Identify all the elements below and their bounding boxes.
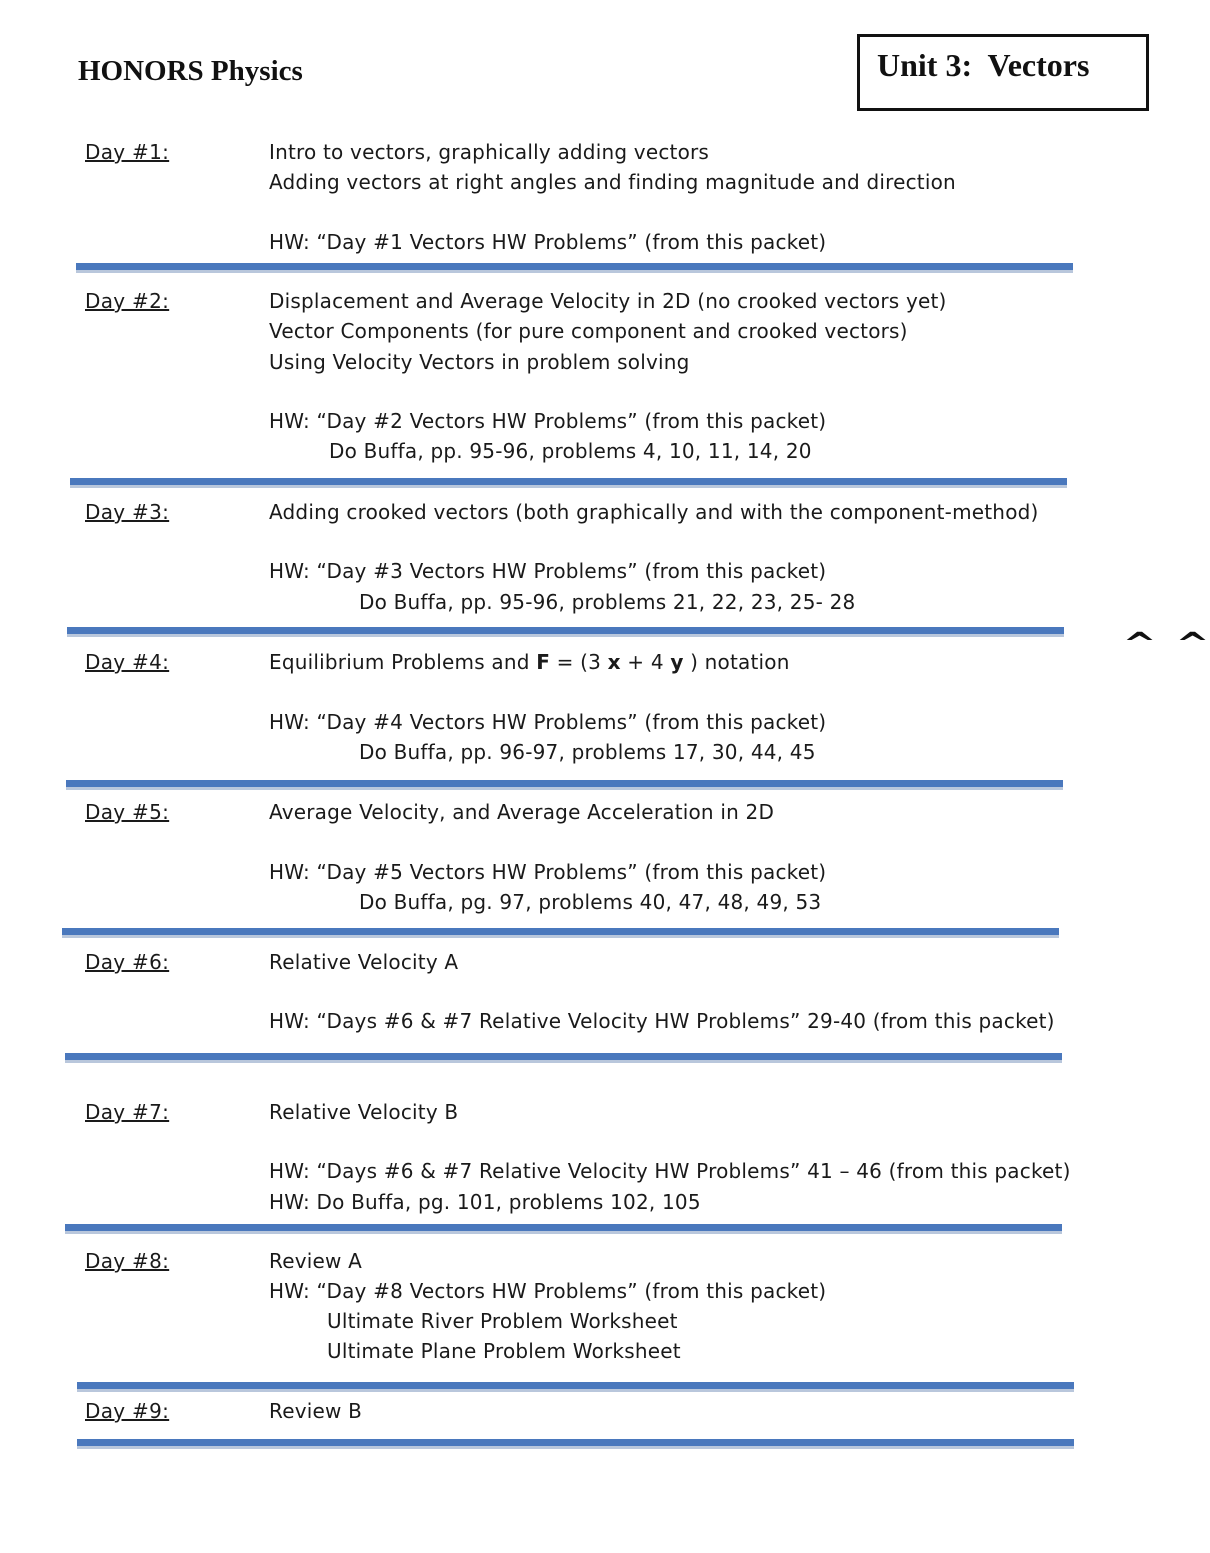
day-label: Day #9: [85, 1399, 170, 1423]
day-topic: Using Velocity Vectors in problem solving [269, 350, 690, 374]
section-divider [67, 627, 1064, 634]
unit-title: Unit 3: Vectors [877, 47, 1090, 83]
homework-line: HW: “Days #6 & #7 Relative Velocity HW Problems” 41 – 46 (from this packet) [269, 1159, 1071, 1183]
section-divider [77, 1439, 1074, 1446]
homework-line: HW: “Day #4 Vectors HW Problems” (from this packet) [269, 710, 827, 734]
homework-line: Do Buffa, pp. 96-97, problems 17, 30, 44, 45 [359, 740, 816, 764]
equation-line [269, 650, 790, 674]
homework-line: HW: “Day #2 Vectors HW Problems” (from this packet) [269, 409, 827, 433]
homework-line: HW: Do Buffa, pg. 101, problems 102, 105 [269, 1190, 701, 1214]
unit-title-box [857, 34, 1149, 111]
day-label: Day #1: [85, 140, 170, 164]
day-topic: Displacement and Average Velocity in 2D (no crooked vectors yet) [269, 289, 947, 313]
homework-line: Ultimate Plane Problem Worksheet [327, 1339, 681, 1363]
homework-line: HW: “Days #6 & #7 Relative Velocity HW Problems” 29-40 (from this packet) [269, 1009, 1055, 1033]
day-topic: Average Velocity, and Average Acceleration in 2D [269, 800, 775, 824]
homework-line: HW: “Day #3 Vectors HW Problems” (from this packet) [269, 559, 827, 583]
homework-line: HW: “Day #1 Vectors HW Problems” (from this packet) [269, 230, 827, 254]
day-topic: Vector Components (for pure component and crooked vectors) [269, 319, 908, 343]
section-divider [70, 478, 1067, 485]
section-divider [76, 263, 1073, 270]
homework-line: Do Buffa, pg. 97, problems 40, 47, 48, 49, 53 [359, 890, 822, 914]
day-topic: Relative Velocity B [269, 1100, 459, 1124]
caret-mark: ^ [1175, 627, 1210, 662]
y-unit-vector: y [670, 650, 684, 674]
homework-line: Ultimate River Problem Worksheet [327, 1309, 678, 1333]
section-divider [65, 1224, 1062, 1231]
day-label: Day #8: [85, 1249, 170, 1273]
homework-line: HW: “Day #5 Vectors HW Problems” (from this packet) [269, 860, 827, 884]
day-label: Day #2: [85, 289, 170, 313]
x-unit-vector: x [607, 650, 621, 674]
section-divider [62, 928, 1059, 935]
equation-open: = (3 [550, 650, 608, 674]
day-topic: Intro to vectors, graphically adding vectors [269, 140, 710, 164]
day-topic: Review B [269, 1399, 363, 1423]
homework-line: HW: “Day #8 Vectors HW Problems” (from this packet) [269, 1279, 827, 1303]
section-divider [66, 780, 1063, 787]
section-divider [65, 1053, 1062, 1060]
day-topic: Review A [269, 1249, 362, 1273]
caret-mark: ^ [1122, 627, 1157, 662]
equation-prefix: Equilibrium Problems and [269, 650, 537, 674]
day-label: Day #4: [85, 650, 170, 674]
equation-plus: + 4 [620, 650, 671, 674]
day-topic: Adding crooked vectors (both graphically and with the component-method) [269, 500, 1039, 524]
day-label: Day #3: [85, 500, 170, 524]
day-topic: Adding vectors at right angles and finding magnitude and direction [269, 170, 956, 194]
course-title: HONORS Physics [78, 55, 303, 87]
homework-line: Do Buffa, pp. 95-96, problems 4, 10, 11, 14, 20 [329, 439, 812, 463]
homework-line: Do Buffa, pp. 95-96, problems 21, 22, 23, 25- 28 [359, 590, 856, 614]
day-topic: Relative Velocity A [269, 950, 459, 974]
force-symbol: F [536, 650, 551, 674]
section-divider [77, 1382, 1074, 1389]
day-label: Day #7: [85, 1100, 170, 1124]
day-label: Day #6: [85, 950, 170, 974]
day-label: Day #5: [85, 800, 170, 824]
equation-suffix: ) notation [683, 650, 790, 674]
